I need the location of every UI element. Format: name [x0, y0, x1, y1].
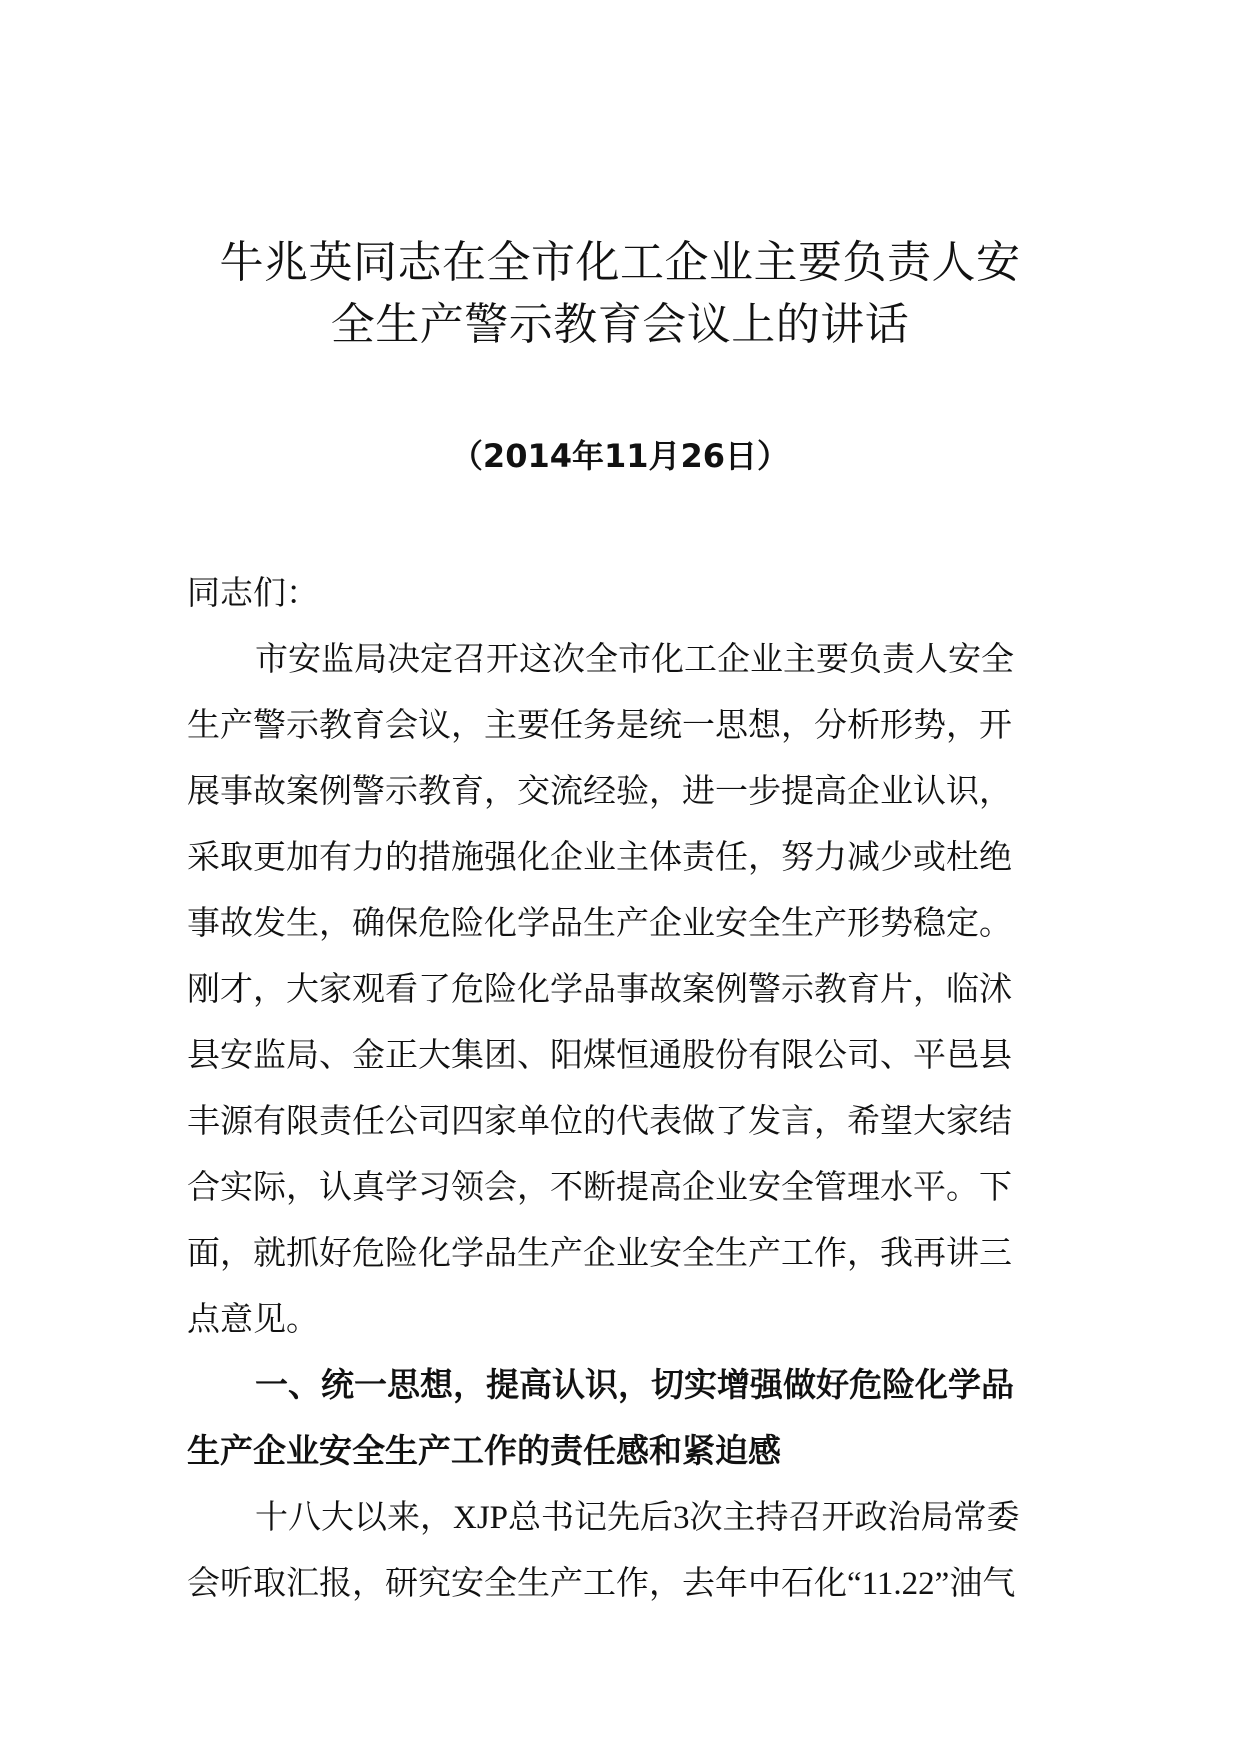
paragraph-line: 生产警示教育会议，主要任务是统一思想，分析形势，开: [187, 705, 1012, 744]
paragraph-line: [187, 1484, 1057, 1550]
paragraph-line: 县安监局、金正大集团、阳煤恒通股份有限公司、平邑县: [187, 1035, 1012, 1074]
paragraph-line: 展事故案例警示教育，交流经验，进一步提高企业认识，: [187, 771, 1012, 810]
text-run: 3: [673, 1500, 690, 1536]
paragraph-line: 合实际，认真学习领会，不断提高企业安全管理水平。下: [187, 1167, 1012, 1206]
document-date: （2014年11月26日）: [450, 437, 790, 475]
section-heading-1: [187, 1352, 1057, 1484]
text-run: 会听取汇报，研究安全生产工作，去年中石化: [187, 1563, 847, 1602]
paragraph-line: [187, 1550, 1057, 1616]
text-run: 总书记先后: [508, 1497, 674, 1536]
text-run: XJP: [453, 1500, 509, 1536]
document-body: [187, 560, 1057, 1616]
paragraph-line: 市安监局决定召开这次全市化工企业主要负责人安全: [255, 639, 1014, 678]
title-line: 牛兆英同志在全市化工企业主要负责人安: [219, 237, 1021, 288]
paragraph-line: 面，就抓好危险化学品生产企业安全生产工作，我再讲三: [187, 1233, 1012, 1272]
paragraph-line: 丰源有限责任公司四家单位的代表做了发言，希望大家结: [187, 1101, 1012, 1140]
document-title: [150, 232, 1090, 356]
text-run: 油气: [949, 1563, 1016, 1602]
paragraph-line: 刚才，大家观看了危险化学品事故案例警示教育片，临沭: [187, 969, 1012, 1008]
paragraph-intro: [187, 626, 1057, 1352]
paragraph-line: 点意见。: [187, 1299, 319, 1338]
title-line: 全生产警示教育会议上的讲话: [330, 299, 910, 350]
paragraph-line: 事故发生，确保危险化学品生产企业安全生产形势稳定。: [187, 903, 1012, 942]
heading-line: 一、统一思想，提高认识，切实增强做好危险化学品: [255, 1365, 1014, 1404]
text-run: 次主持召开政治局常委: [689, 1497, 1020, 1536]
salutation: 同志们：: [187, 573, 319, 612]
text-run: “11.22”: [847, 1566, 950, 1602]
paragraph-second: [187, 1484, 1057, 1616]
heading-line: 生产企业安全生产工作的责任感和紧迫感: [187, 1431, 781, 1470]
paragraph-line: 采取更加有力的措施强化企业主体责任，努力减少或杜绝: [187, 837, 1012, 876]
text-run: 十八大以来，: [255, 1497, 453, 1536]
